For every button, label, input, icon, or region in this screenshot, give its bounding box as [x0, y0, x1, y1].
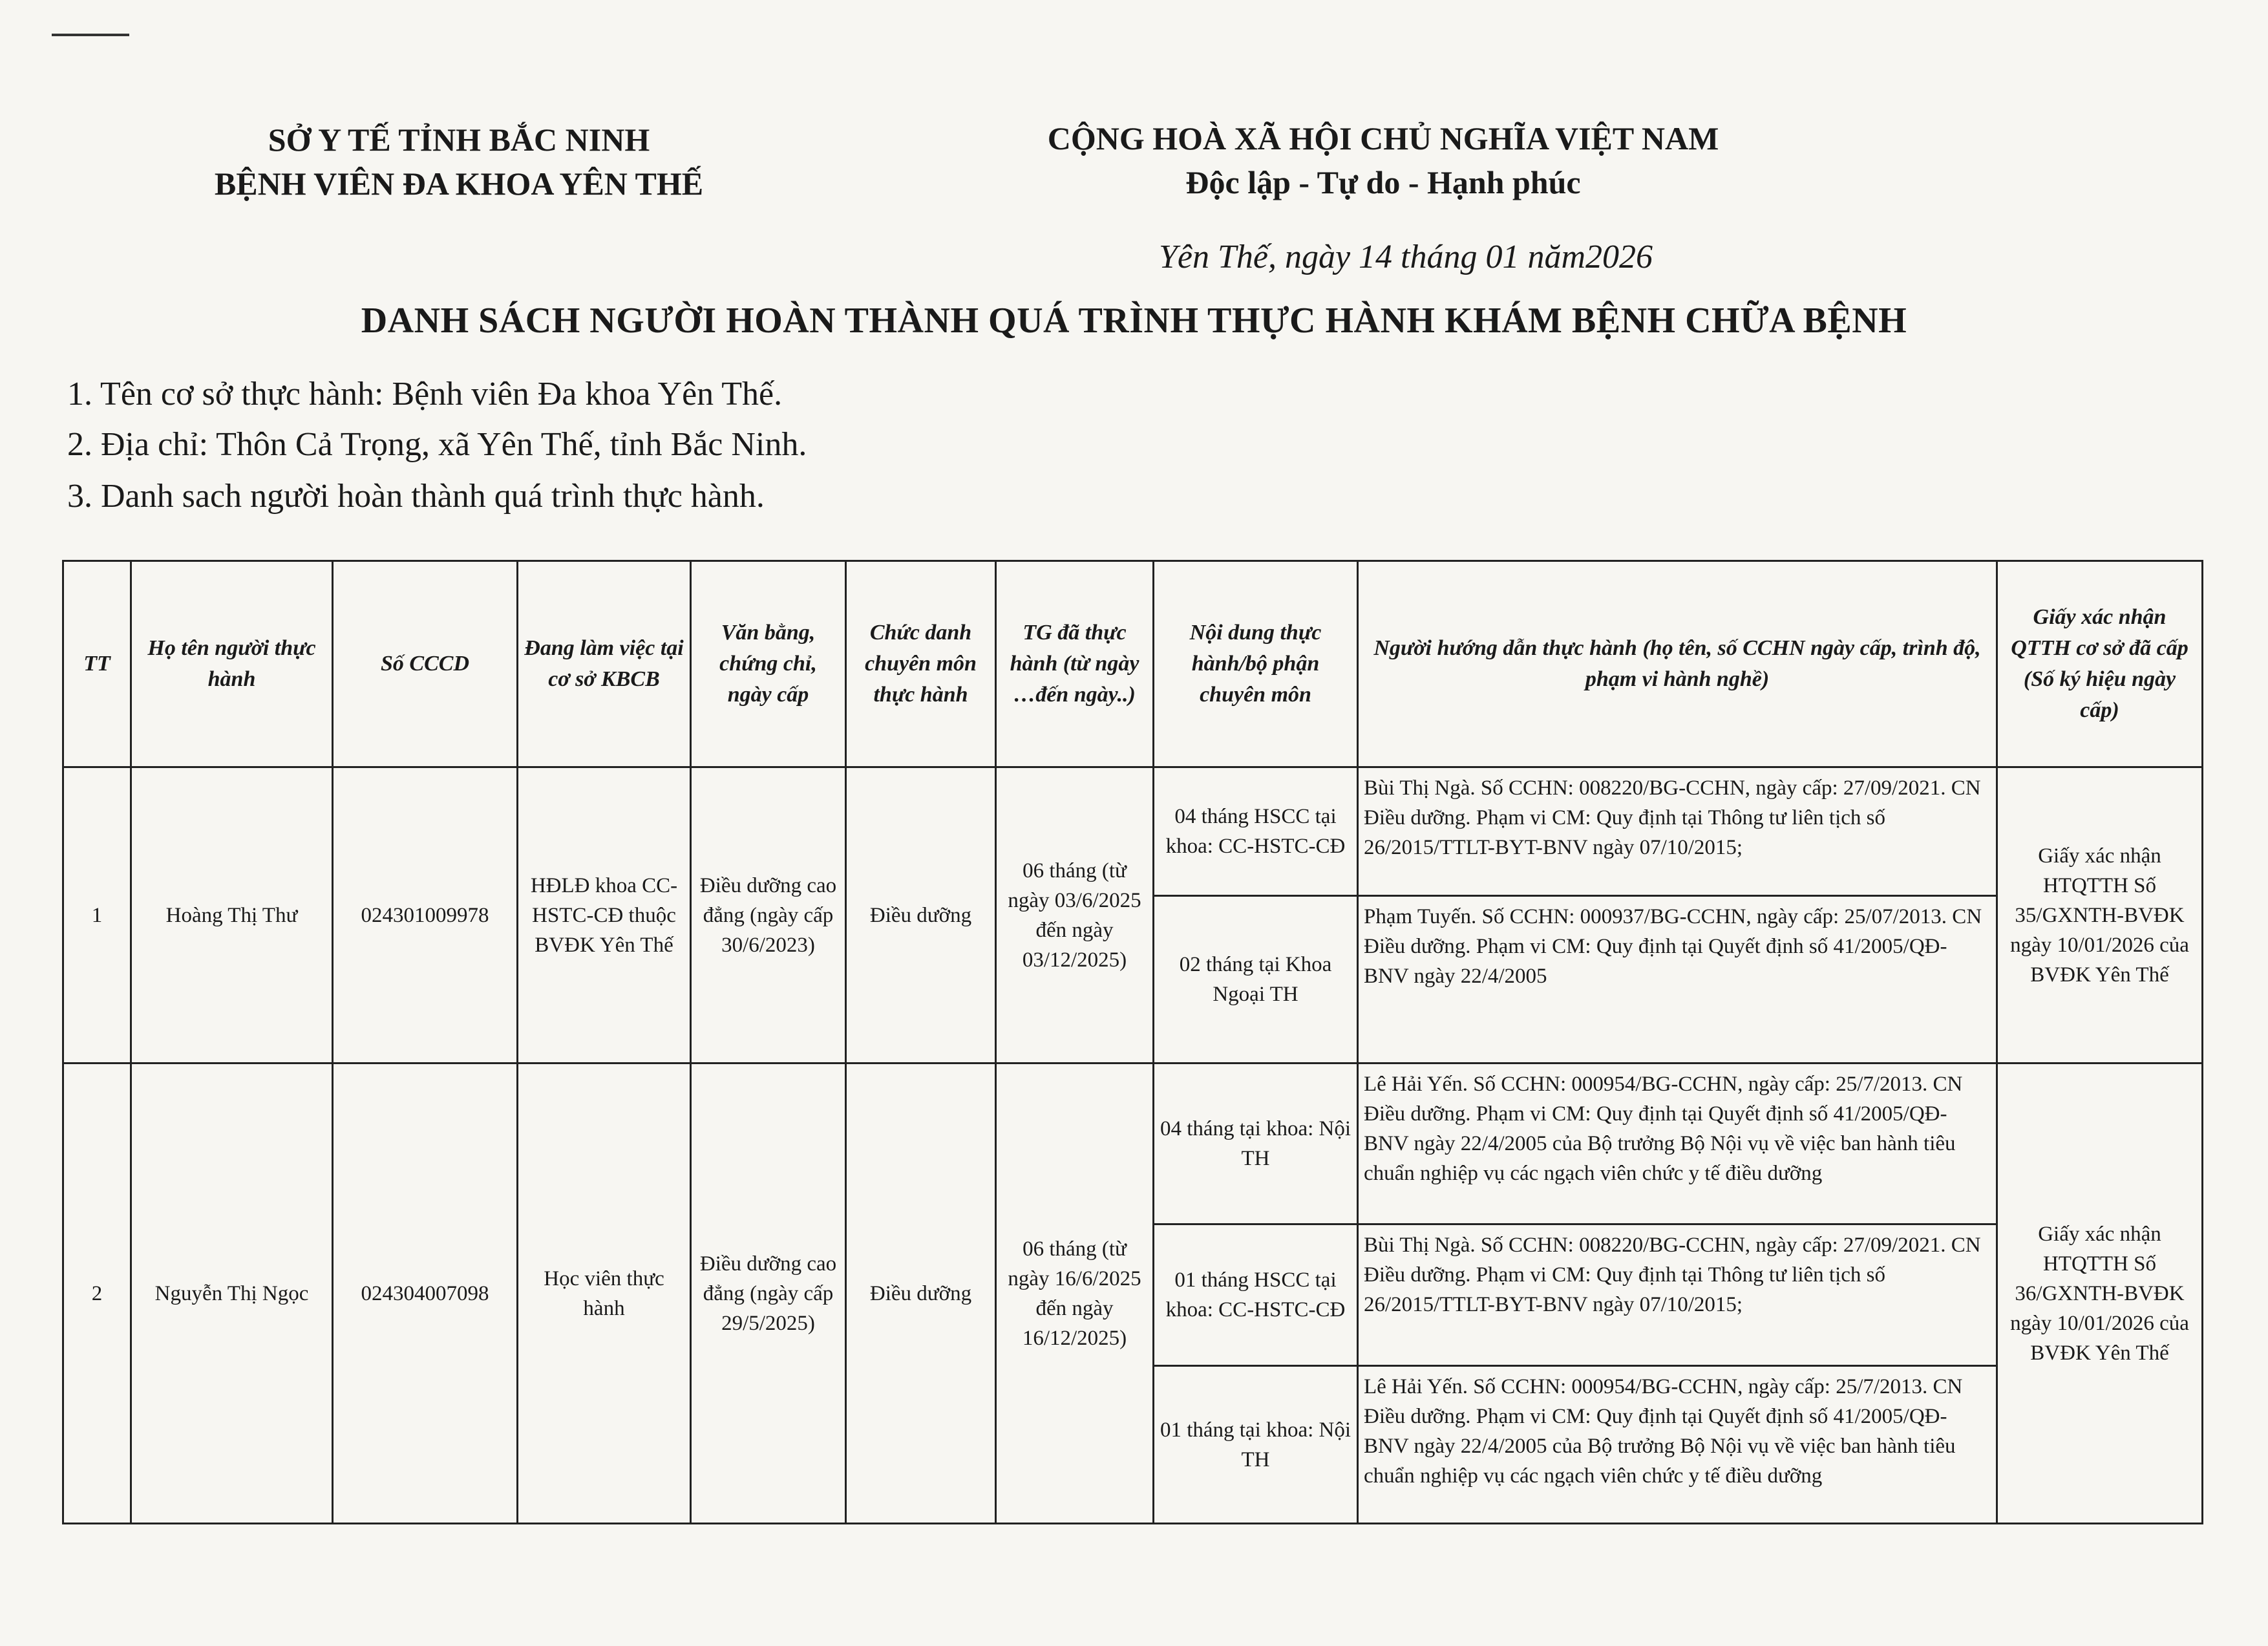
- cell-duration: 06 tháng (từ ngày 16/6/2025 đến ngày 16/12/2025): [996, 1063, 1154, 1524]
- table-header-row: [63, 561, 2203, 767]
- cell-guide: Phạm Tuyến. Số CCHN: 000937/BG-CCHN, ngày cấp: 25/07/2013. CN Điều dưỡng. Phạm vi CM: Quy định tại Quyết định số 41/2005/QĐ-BNV ngày 22/4/2005: [1358, 896, 1997, 1063]
- cell-tt: 2: [63, 1063, 131, 1524]
- cell-content: 01 tháng HSCC tại khoa: CC-HSTC-CĐ: [1154, 1224, 1358, 1366]
- cell-cccd: 024301009978: [333, 767, 518, 1063]
- cell-tt: 1: [63, 767, 131, 1063]
- cell-title: Điều dưỡng: [846, 767, 996, 1063]
- cell-name: Hoàng Thị Thư: [131, 767, 333, 1063]
- cell-duration: 06 tháng (từ ngày 03/6/2025 đến ngày 03/12/2025): [996, 767, 1154, 1063]
- national-title: CỘNG HOÀ XÃ HỘI CHỦ NGHĨA VIỆT NAM: [1047, 120, 1719, 156]
- cell-guide: Bùi Thị Ngà. Số CCHN: 008220/BG-CCHN, ngày cấp: 27/09/2021. CN Điều dưỡng. Phạm vi CM: Quy định tại Thông tư liên tịch số 26/2015/TTLT-BYT-BNV ngày 07/10/2015;: [1358, 1224, 1997, 1366]
- info-line-facility: 1. Tên cơ sở thực hành: Bệnh viên Đa khoa Yên Thế.: [67, 376, 783, 412]
- cell-content: 04 tháng tại khoa: Nội TH: [1154, 1063, 1358, 1224]
- cell-name: Nguyễn Thị Ngọc: [131, 1063, 333, 1524]
- table-row: [63, 767, 2203, 896]
- national-motto: Độc lập - Tự do - Hạnh phúc: [1185, 164, 1581, 200]
- cell-degree: Điều dưỡng cao đẳng (ngày cấp 30/6/2023): [691, 767, 846, 1063]
- document-title: DANH SÁCH NGƯỜI HOÀN THÀNH QUÁ TRÌNH THỰC HÀNH KHÁM BỆNH CHỮA BỆNH: [361, 301, 1907, 341]
- cell-content: 02 tháng tại Khoa Ngoại TH: [1154, 896, 1358, 1063]
- header-name: Họ tên người thực hành: [131, 561, 333, 767]
- info-line-list: 3. Danh sach người hoàn thành quá trình thực hành.: [67, 478, 765, 515]
- header-title: Chức danh chuyên môn thực hành: [846, 561, 996, 767]
- header-certificate: Giấy xác nhận QTTH cơ sở đã cấp (Số ký hiệu ngày cấp): [1997, 561, 2203, 767]
- cell-title: Điều dưỡng: [846, 1063, 996, 1524]
- table-row: [63, 1063, 2203, 1224]
- practitioner-table: [62, 560, 2203, 1524]
- cell-certificate: Giấy xác nhận HTQTTH Số 36/GXNTH-BVĐK ngày 10/01/2026 của BVĐK Yên Thế: [1997, 1063, 2203, 1524]
- info-line-address: 2. Địa chỉ: Thôn Cả Trọng, xã Yên Thế, tỉnh Bắc Ninh.: [67, 426, 807, 463]
- cell-guide: Lê Hải Yến. Số CCHN: 000954/BG-CCHN, ngày cấp: 25/7/2013. CN Điều dưỡng. Phạm vi CM: Quy định tại Quyết định số 41/2005/QĐ-BNV ngày 22/4/2005 của Bộ trưởng Bộ Nội vụ về việc ban hành tiêu chuẩn nghiệp vụ các ngạch viên chức y tế điều dưỡng: [1358, 1063, 1997, 1224]
- cell-workplace: HĐLĐ khoa CC-HSTC-CĐ thuộc BVĐK Yên Thế: [518, 767, 691, 1063]
- organization-header: [129, 118, 789, 206]
- cell-content: 01 tháng tại khoa: Nội TH: [1154, 1366, 1358, 1524]
- department-name: SỞ Y TẾ TỈNH BẮC NINH: [268, 122, 650, 158]
- header-workplace: Đang làm việc tại cơ sở KBCB: [518, 561, 691, 767]
- cell-degree: Điều dưỡng cao đẳng (ngày cấp 29/5/2025): [691, 1063, 846, 1524]
- header-duration: TG đã thực hành (từ ngày …đến ngày..): [996, 561, 1154, 767]
- header-cccd: Số CCCD: [333, 561, 518, 767]
- header-tt: TT: [63, 561, 131, 767]
- cell-content: 04 tháng HSCC tại khoa: CC-HSTC-CĐ: [1154, 767, 1358, 896]
- header-guide: Người hướng dẫn thực hành (họ tên, số CCHN ngày cấp, trình độ, phạm vi hành nghề): [1358, 561, 1997, 767]
- hospital-name: BỆNH VIÊN ĐA KHOA YÊN THẾ: [214, 166, 704, 202]
- header-content: Nội dung thực hành/bộ phận chuyên môn: [1154, 561, 1358, 767]
- cell-guide: Bùi Thị Ngà. Số CCHN: 008220/BG-CCHN, ngày cấp: 27/09/2021. CN Điều dưỡng. Phạm vi CM: Quy định tại Thông tư liên tịch số 26/2015/TTLT-BYT-BNV ngày 07/10/2015;: [1358, 767, 1997, 896]
- scan-mark: [52, 34, 129, 36]
- date-line: Yên Thế, ngày 14 tháng 01 năm2026: [1158, 239, 1653, 275]
- header-degree: Văn bằng, chứng chỉ, ngày cấp: [691, 561, 846, 767]
- cell-cccd: 024304007098: [333, 1063, 518, 1524]
- cell-workplace: Học viên thực hành: [518, 1063, 691, 1524]
- cell-guide: Lê Hải Yến. Số CCHN: 000954/BG-CCHN, ngày cấp: 25/7/2013. CN Điều dưỡng. Phạm vi CM: Quy định tại Quyết định số 41/2005/QĐ-BNV ngày 22/4/2005 của Bộ trưởng Bộ Nội vụ về việc ban hành tiêu chuẩn nghiệp vụ các ngạch viên chức y tế điều dưỡng: [1358, 1366, 1997, 1524]
- national-header: [982, 116, 1784, 204]
- cell-certificate: Giấy xác nhận HTQTTH Số 35/GXNTH-BVĐK ngày 10/01/2026 của BVĐK Yên Thế: [1997, 767, 2203, 1063]
